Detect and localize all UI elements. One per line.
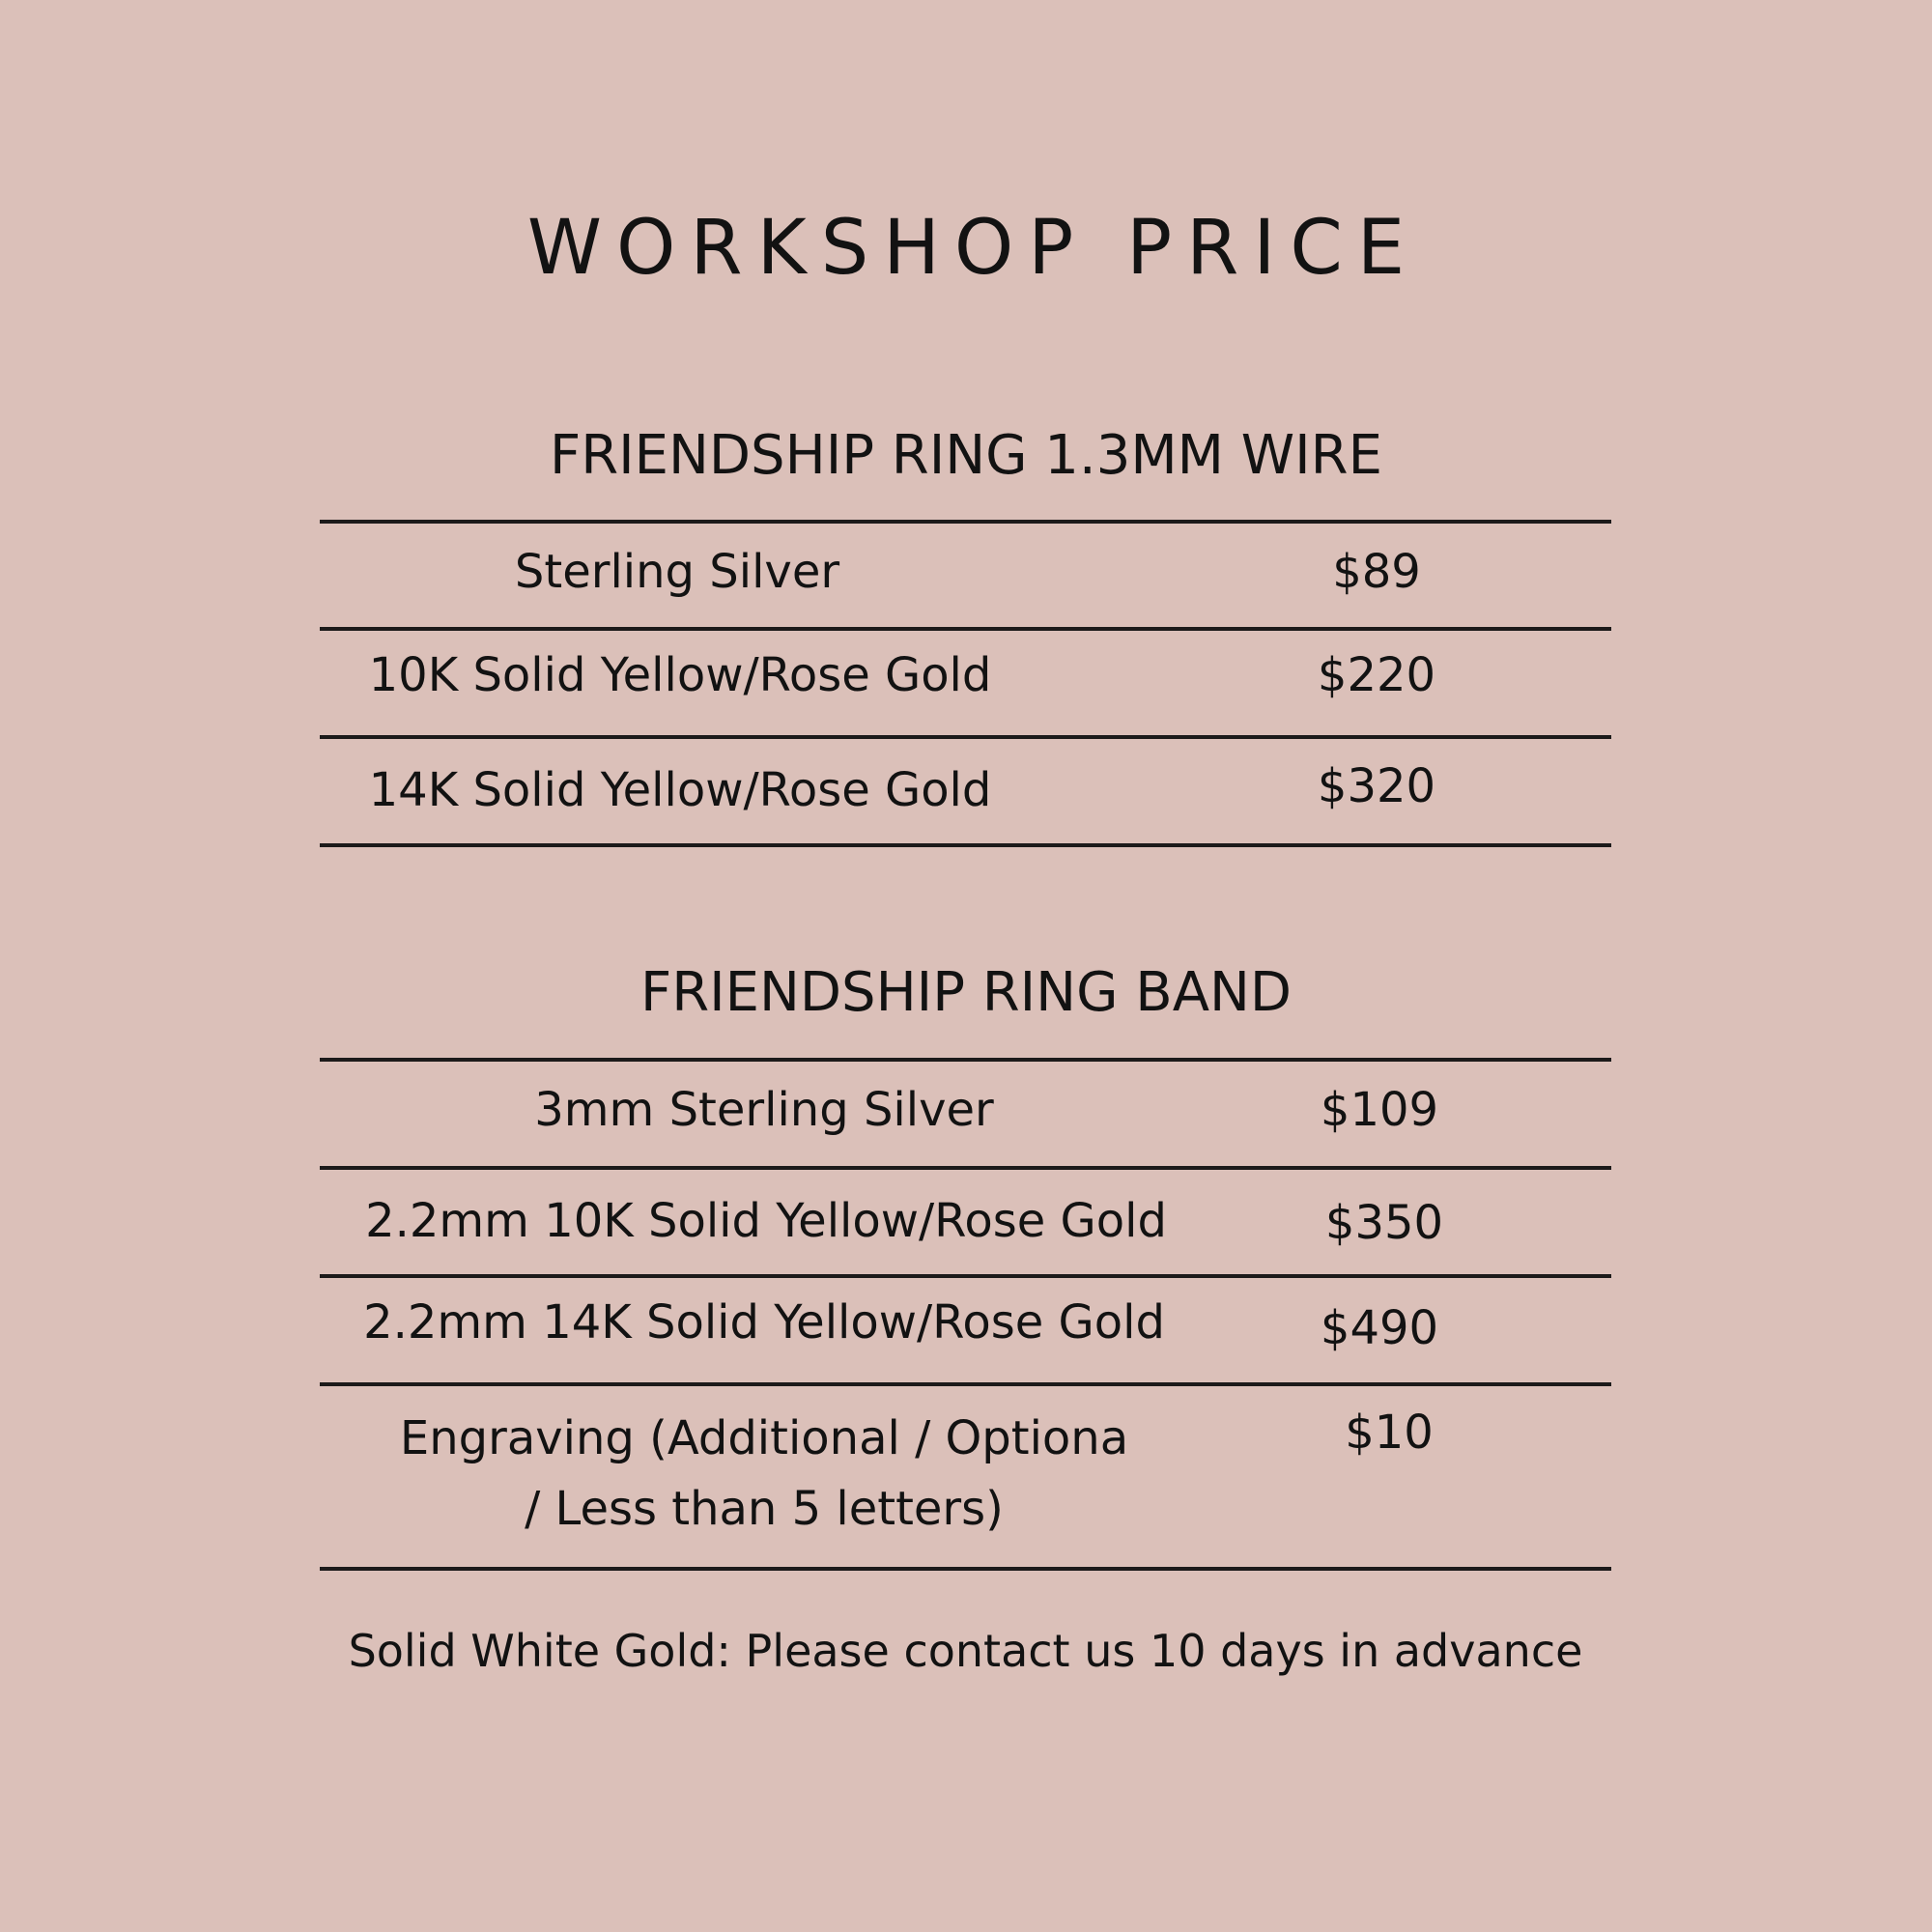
item-label [375, 1404, 1153, 1545]
item-price: $10 [1345, 1406, 1434, 1460]
divider [320, 1058, 1611, 1062]
divider [320, 1166, 1611, 1170]
section-heading: FRIENDSHIP RING BAND [639, 961, 1293, 1024]
divider [320, 627, 1611, 631]
divider [320, 1382, 1611, 1386]
divider [320, 520, 1611, 524]
divider [320, 735, 1611, 739]
item-label: 2.2mm 14K Solid Yellow/Rose Gold [363, 1295, 1165, 1350]
item-label-line: Engraving (Additional / Optiona [399, 1411, 1129, 1465]
divider [320, 843, 1611, 847]
page-title: WORKSHOP PRICE [526, 205, 1420, 292]
item-price: $220 [1317, 648, 1436, 702]
item-price: $320 [1317, 759, 1436, 813]
item-price: $109 [1320, 1083, 1439, 1137]
item-label: 10K Solid Yellow/Rose Gold [368, 648, 992, 702]
item-label-line: / Less than 5 letters) [525, 1482, 1004, 1536]
item-price: $89 [1332, 545, 1421, 599]
item-label: 14K Solid Yellow/Rose Gold [368, 763, 992, 817]
item-label: 3mm Sterling Silver [534, 1083, 994, 1137]
item-price: $350 [1324, 1196, 1444, 1250]
item-price: $490 [1320, 1301, 1439, 1355]
divider [320, 1567, 1611, 1571]
section-heading: FRIENDSHIP RING 1.3MM WIRE [550, 424, 1382, 487]
item-label: 2.2mm 10K Solid Yellow/Rose Gold [365, 1194, 1167, 1248]
footnote: Solid White Gold: Please contact us 10 days in advance [348, 1625, 1583, 1677]
item-label: Sterling Silver [514, 545, 840, 599]
divider [320, 1274, 1611, 1278]
